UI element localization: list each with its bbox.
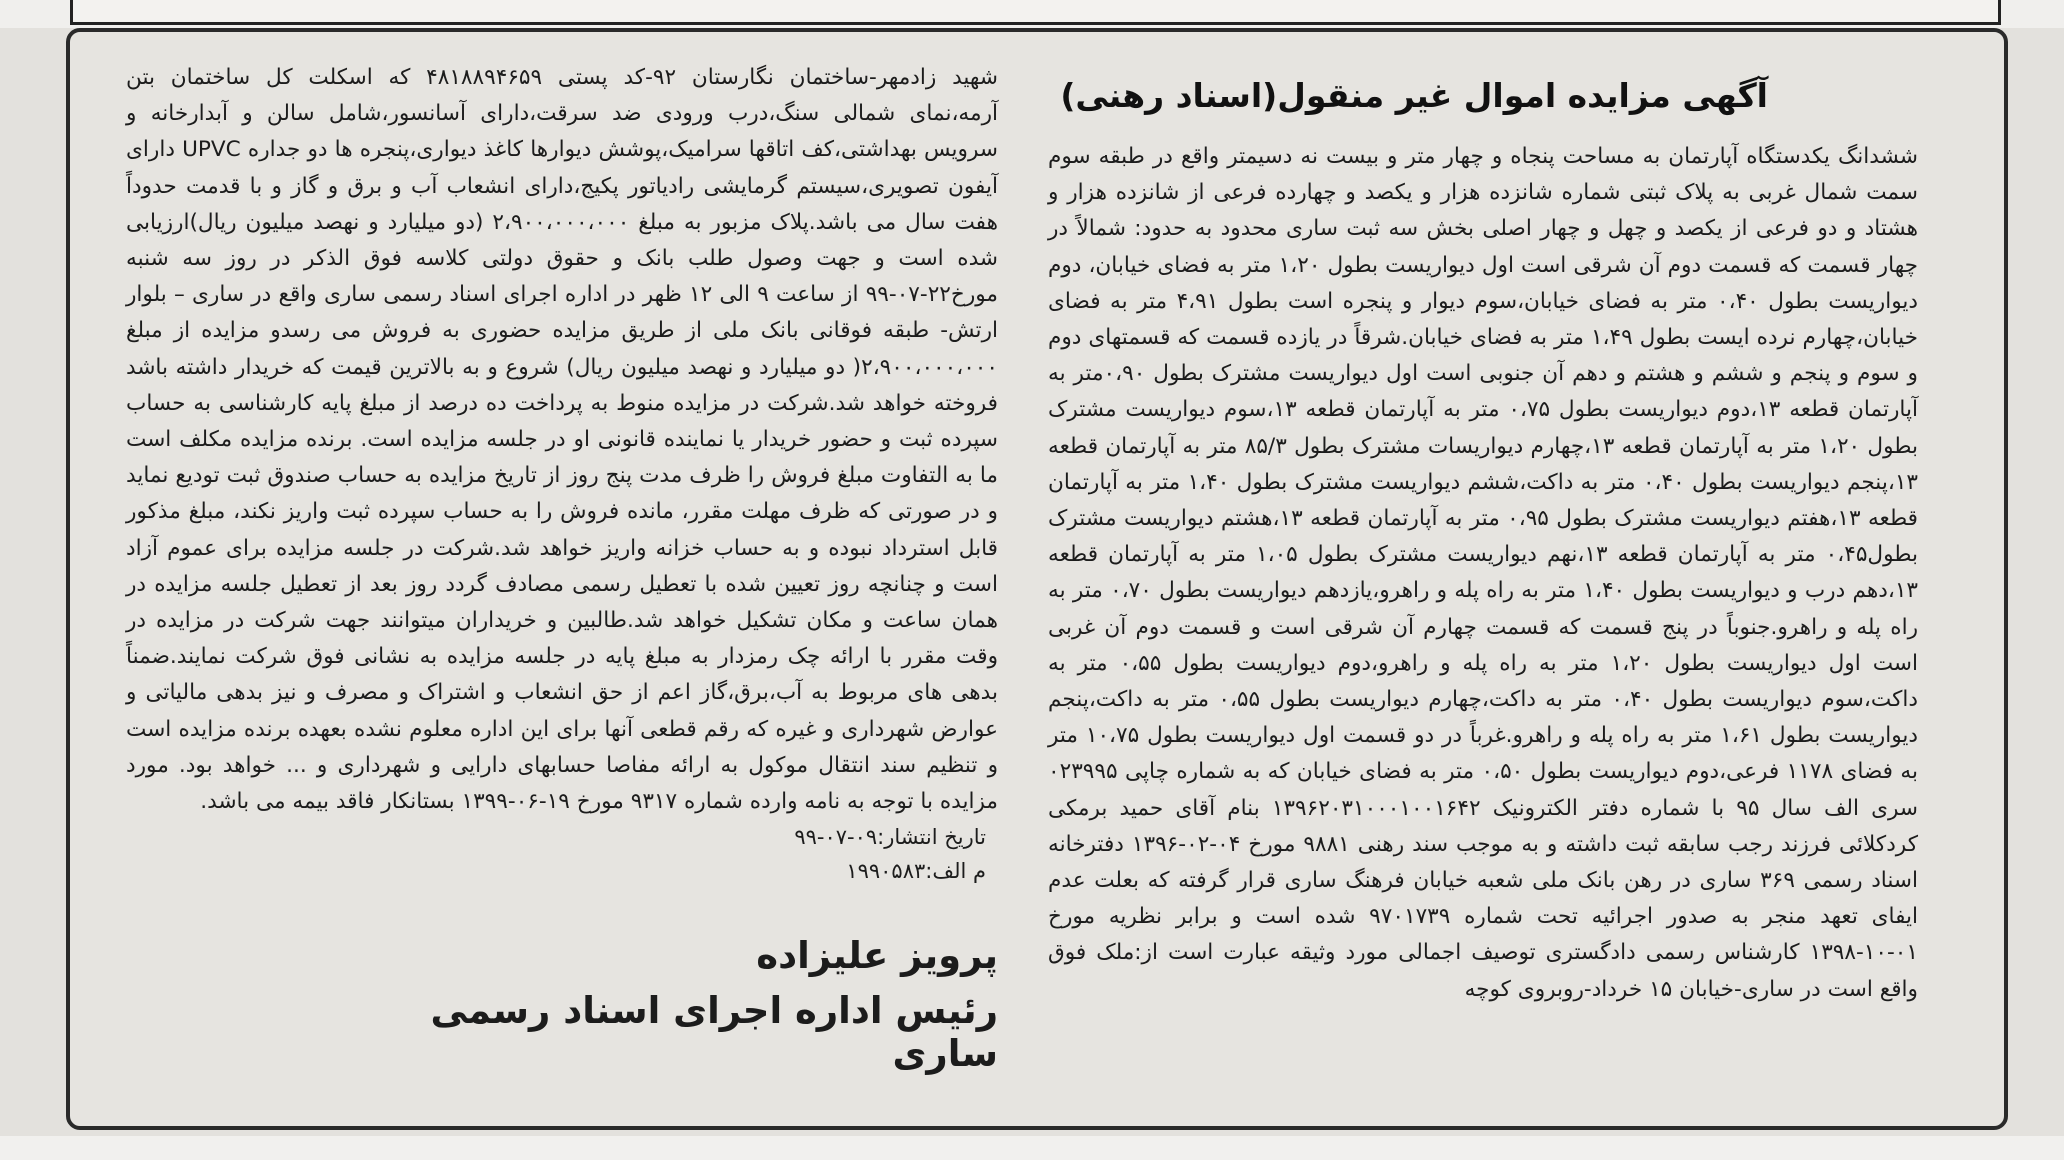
signature-block	[126, 888, 998, 1075]
signatory-title: رئیس اداره اجرای اسناد رسمی ساری	[430, 989, 998, 1076]
notice-body-right: ششدانگ یکدستگاه آپارتمان به مساحت پنجاه و چهار متر و بیست نه دسیمتر واقع در طبقه سوم سمت شمال غربی به پلاک ثبتی شماره شانزده هزار و یکصد و چهارده فرعی از شانزده هزار و هشتاد و دو فرعی از یکصد و چهل و چهار اصلی بخش سه ثبت ساری محدود به حدود: شمالاً در چهار قسمت که قسمت دوم آن شرقی است اول دیواریست بطول ۱،۲۰ متر به فضای خیابان، دوم دیواریست بطول ۰،۴۰ متر به فضای خیابان،سوم دیوار و پنجره است بطول ۴،۹۱ متر به فضای خیابان،چهارم نرده ایست بطول ۱،۴۹ متر به فضای خیابان.شرقاً در یازده قسمت که قسمتهای دوم و سوم و پنجم و ششم و هشتم و دهم آن جنوبی است اول دیواریست مشترک بطول ۰،۹۰متر به آپارتمان قطعه ۱۳،دوم دیواریست بطول ۰،۷۵ متر به آپارتمان قطعه ۱۳،سوم دیواریست مشترک بطول ۱،۲۰ متر به آپارتمان قطعه ۱۳،چهارم دیواریسات مشترک بطول ۸۵/۳ متر به آپارتمان قطعه ۱۳،پنجم دیواریست بطول ۰،۴۰ متر به داکت،ششم دیواریست مشترک بطول ۱،۴۰ متر به آپارتمان قطعه ۱۳،هفتم دیواریست مشترک بطول ۰،۹۵ متر به آپارتمان قطعه ۱۳،هشتم دیواریست مشترک بطول۰،۴۵ متر به آپارتمان قطعه ۱۳،نهم دیواریست مشترک بطول ۱،۰۵ متر به آپارتمان قطعه ۱۳،دهم درب و دیواریست بطول ۱،۴۰ متر به راه پله و راهرو،یازدهم دیواریست بطول ۰،۷۰ متر به راه پله و راهرو.جنوباً در پنج قسمت که قسمت چهارم آن شرقی است و قسمت دوم آن غربی است اول دیواریست بطول ۱،۲۰ متر به راه پله و راهرو،دوم دیواریست بطول ۰،۵۵ متر به داکت،سوم دیواریست بطول ۰،۴۰ متر به داکت،چهارم دیواریست بطول ۰،۵۵ متر به داکت،پنجم دیواریست بطول ۱،۶۱ متر به راه پله و راهرو.غرباً در دو قسمت اول دیواریست بطول ۱۰،۷۵ متر به فضای ۱۱۷۸ فرعی،دوم دیواریست بطول ۰،۵۰ متر به فضای خیابان که به شماره چاپی ۰۲۳۹۹۵ سری الف سال ۹۵ با شماره دفتر الکترونیک ۱۳۹۶۲۰۳۱۰۰۰۱۰۰۱۶۴۲ بنام آقای حمید برمکی کردکلائی فرزند رجب سابقه ثبت داشته و به موجب سند رهنی ۹۸۸۱ مورخ ۰۴-۰۲-۱۳۹۶ دفترخانه اسناد رسمی ۳۶۹ ساری در رهن بانک ملی شعبه خیابان فرهنگ ساری قرار گرفته که بعلت عدم ایفای تعهد منجر به صدور اجرائیه تحت شماره ۹۷۰۱۷۳۹ شده است و برابر نظریه مورخ ۰۱-۱۰-۱۳۹۸ کارشناس رسمی دادگستری توصیف اجمالی مورد وثیقه عبارت است از:ملک فوق واقع است در ساری-خیابان ۱۵ خرداد-روبروی کوچه	[1048, 144, 1919, 1002]
signatory-name: پرویز علیزاده	[756, 934, 998, 978]
top-page-strip	[0, 0, 2064, 28]
signature-inner	[368, 888, 998, 1075]
bottom-page-strip	[0, 1136, 2064, 1160]
notice-title: آگهی مزایده اموال غیر منقول(اسناد رهنی)	[1060, 76, 1768, 115]
notice-right-column	[1048, 60, 1918, 1008]
publish-date: تاریخ انتشار:۰۹-۰۷-۹۹	[794, 825, 986, 850]
notice-body-left: شهید زادمهر-ساختمان نگارستان ۹۲-کد پستی ۴۸۱۸۸۹۴۶۵۹ که اسکلت کل ساختمان بتن آرمه،نمای شمالی سنگ،درب ورودی ضد سرقت،دارای آسانسور،شامل سالن و آبدارخانه و سرویس بهداشتی،کف اتاقها سرامیک،پوشش دیوارها کاغذ دیواری،پنجره ها دو جداره UPVC دارای آیفون تصویری،سیستم گرمایشی رادیاتور پکیج،دارای انشعاب آب و برق و گاز و با قدمت حدوداً هفت سال می باشد.پلاک مزبور به مبلغ ۲،۹۰۰،۰۰۰،۰۰۰ (دو میلیارد و نهصد میلیون ریال)ارزیابی شده است و جهت وصول طلب بانک و حقوق دولتی کلاسه فوق الذکر در روز سه شنبه مورخ۲۲-۰۷-۹۹ از ساعت ۹ الی ۱۲ ظهر در اداره اجرای اسناد رسمی ساری واقع در ساری – بلوار ارتش- طبقه فوقانی بانک ملی از طریق مزایده حضوری به فروش می رسدو مزایده از مبلغ ۲،۹۰۰،۰۰۰،۰۰۰( دو میلیارد و نهصد میلیون ریال) شروع و به بالاترین قیمت که خریدار داشته باشد فروخته خواهد شد.شرکت در مزایده منوط به پرداخت ده درصد از مبلغ پایه کارشناسی به حساب سپرده ثبت و حضور خریدار یا نماینده قانونی او در جلسه مزایده است. برنده مزایده مکلف است ما به التفاوت مبلغ فروش را ظرف مدت پنج روز از تاریخ مزایده به حساب صندوق ثبت تودیع نماید و در صورتی که ظرف مهلت مقرر، مانده فروش را به حساب سپرده ثبت واریز نکند، مبلغ مذکور قابل استرداد نبوده و به حساب خزانه واریز خواهد شد.شرکت در جلسه مزایده برای عموم آزاد است و چنانچه روز تعیین شده با تعطیل رسمی مصادف گردد روز بعد از تعطیل جلسه مزایده در همان ساعت و مکان تشکیل خواهد شد.طالبین و خریداران میتوانند جهت شرکت در مزایده در وقت مقرر با ارائه چک رمزدار به مبلغ پایه در جلسه مزایده به نشانی فوق شرکت نمایند.ضمناً بدهی های مربوط به آب،برق،گاز اعم از حق انشعاب و اشتراک و مصرف و نیز بدهی مالیاتی و عوارض شهرداری و غیره که رقم قطعی آنها برای این اداره معلوم نشده بعهده برنده مزایده است و تنظیم سند انتقال موکول به ارائه مفاصا حسابهای دارایی و شهرداری و ... خواهد بود. مورد مزایده با توجه به نامه وارده شماره ۹۳۱۷ مورخ ۱۹-۰۶-۱۳۹۹ بستانکار فاقد بیمه می باشد.	[126, 65, 998, 815]
reference-number: م الف:۱۹۹۰۵۸۳	[846, 859, 986, 884]
notice-left-column	[126, 60, 998, 1075]
previous-ad-border	[70, 0, 2001, 25]
